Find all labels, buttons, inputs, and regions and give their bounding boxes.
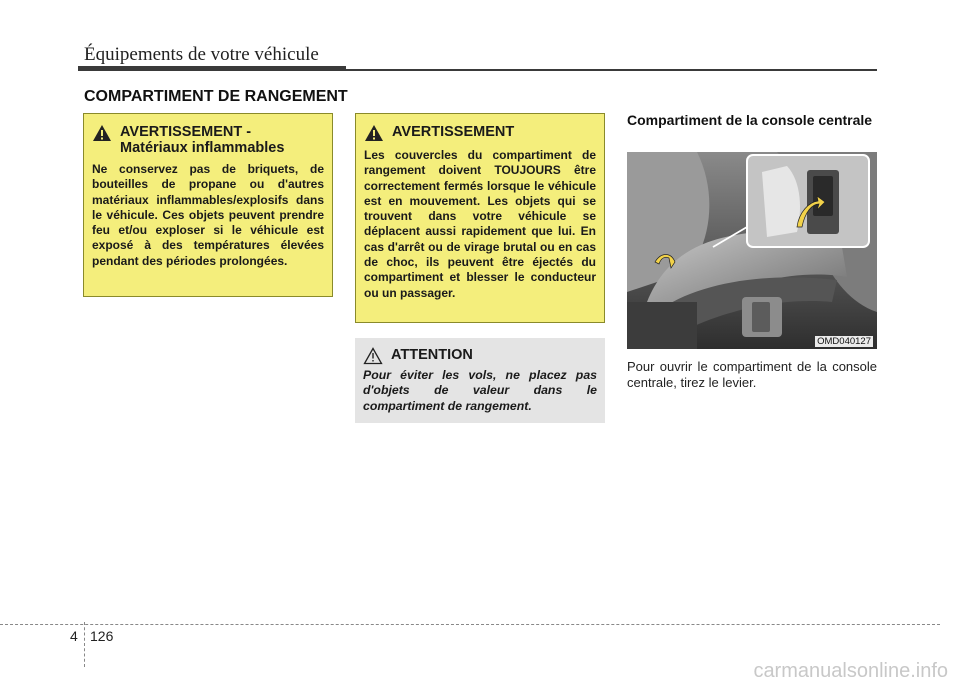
header-rule-thick [78,66,346,71]
caution-triangle-icon [363,347,383,365]
header-rule-thin [346,69,877,71]
section-title: COMPARTIMENT DE RANGEMENT [84,88,348,105]
warning-body: Les couvercles du compartiment de rangement doivent TOUJOURS être correctement fermés lorsque le véhicule est en mouvement. Les objets qui se trouvent dans votre véhicule se déplacent aussi rapidement que lui. En cas d'arrêt ou de virage brutal ou en cas de choc, ils peuvent être éjectés du compartiment et blesser le conducteur ou un passager. [364,148,596,300]
warning-body: Ne conservez pas de briquets, de bouteilles de propane ou d'autres matériaux inflammables/explosifs dans le véhicule. Ces objets peuvent prendre feu et/ou exploser si le véhicule est exposé à des températures élevées pendant des périodes prolongées. [92,162,324,268]
watermark: carmanualsonline.info [753,660,948,682]
warning-box-header [92,124,324,156]
page-number: 126 [90,628,114,644]
warning-subtitle: Matériaux inflammables [120,140,285,156]
warning-box-flammables [83,113,333,297]
footer-rule [0,624,940,625]
warning-box-compartment [355,113,605,323]
attention-body: Pour éviter les vols, ne placez pas d'objets de valeur dans le compartiment de rangement. [363,368,597,413]
console-instructions: Pour ouvrir le compartiment de la console centrale, tirez le levier. [627,359,877,390]
warning-title: AVERTISSEMENT - [120,124,252,140]
warning-box-header [364,124,596,142]
footer-divider [84,622,85,667]
warning-triangle-icon [92,124,112,142]
console-section-title: Compartiment de la console centrale [627,112,873,128]
attention-title: ATTENTION [391,347,473,363]
attention-box-header [363,347,597,365]
console-photo [627,152,877,349]
warning-triangle-icon [364,124,384,142]
center-console-illustration [627,152,877,349]
image-reference-code: OMD040127 [817,336,871,347]
warning-title: AVERTISSEMENT [392,124,515,140]
chapter-number: 4 [70,628,78,644]
page-header-title: Équipements de votre véhicule [84,44,319,65]
attention-box [355,338,605,423]
